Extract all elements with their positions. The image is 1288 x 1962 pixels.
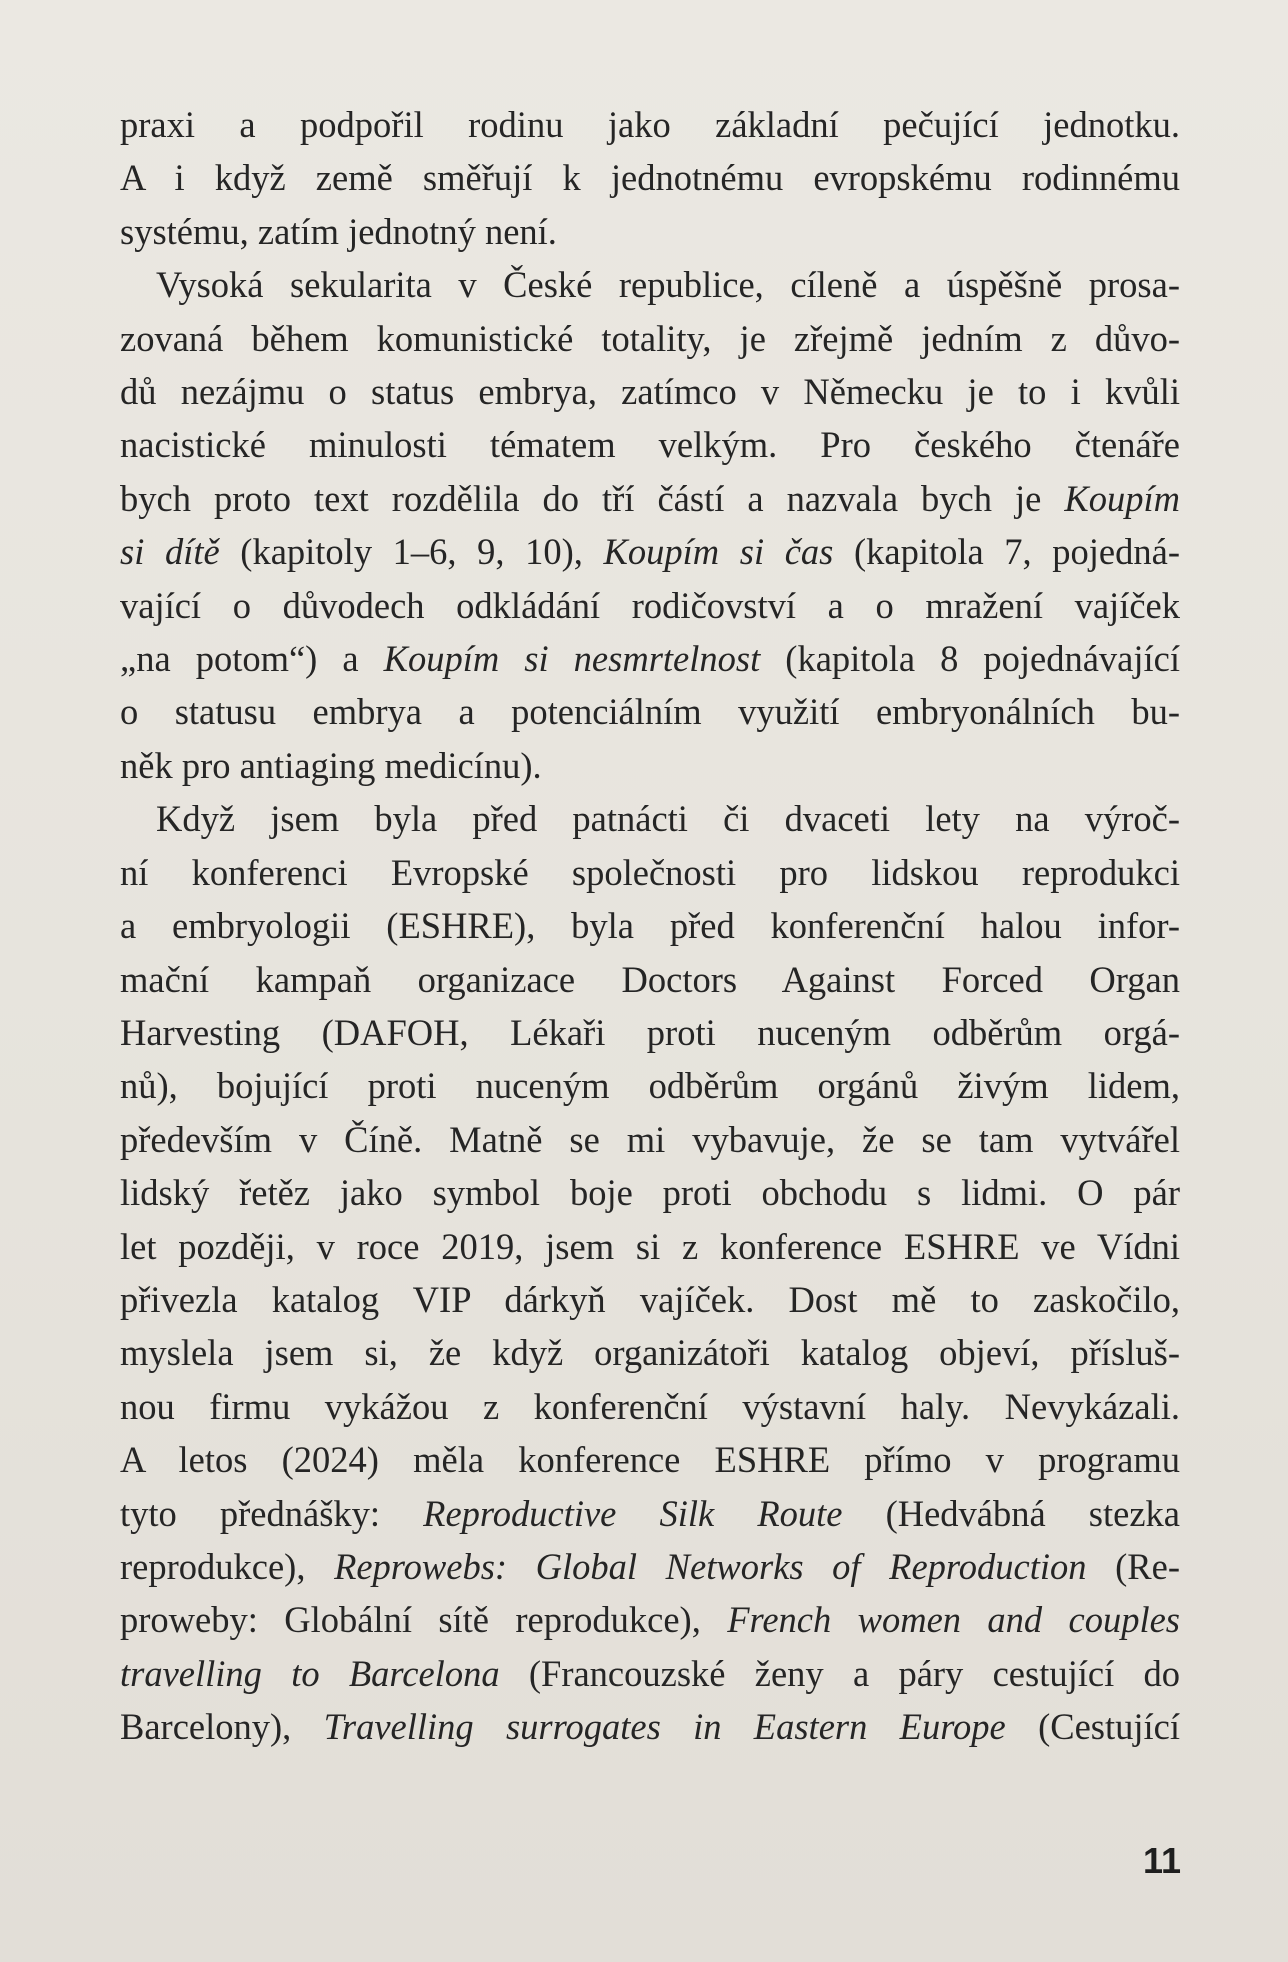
text-line (120, 1380, 1180, 1433)
text-line (120, 792, 1180, 845)
text-line (120, 579, 1180, 632)
text-line (120, 98, 1180, 151)
italic-title: Koupím si nesmrtelnost (383, 638, 761, 680)
text-line (120, 365, 1180, 418)
text-span: nacistické minulosti tématem velkým. Pro českého čtenáře (120, 424, 1180, 466)
text-line (120, 1059, 1180, 1112)
text-span: systému, zatím jednotný není. (120, 210, 557, 252)
paragraph (120, 258, 1180, 792)
text-span: především v Číně. Matně se mi vybavuje, že se tam vytvářel (120, 1118, 1180, 1160)
text-line (120, 418, 1180, 471)
paragraph (120, 98, 1180, 258)
text-line (120, 1113, 1180, 1166)
text-span: „na potom“) a (120, 638, 384, 680)
text-line (120, 1540, 1180, 1593)
body-text (120, 98, 1180, 1754)
text-line (120, 1326, 1180, 1379)
text-span: reprodukce), (120, 1545, 335, 1587)
text-span: dů nezájmu o status embrya, zatímco v Německu je to i kvůli (120, 371, 1180, 413)
text-line (120, 525, 1180, 578)
italic-title: French women and couples (727, 1599, 1181, 1641)
text-line (120, 1220, 1180, 1273)
text-line (120, 312, 1180, 365)
text-line (120, 1647, 1180, 1700)
text-line (120, 1273, 1180, 1326)
text-span: Harvesting (DAFOH, Lékaři proti nuceným odběrům orgá- (120, 1011, 1180, 1053)
text-span: tyto přednášky: (120, 1492, 424, 1534)
text-span: Vysoká sekularita v České republice, cíleně a úspěšně prosa- (156, 264, 1180, 306)
italic-title: Koupím si čas (603, 531, 834, 573)
text-line (120, 1593, 1180, 1646)
text-span: A i když země směřují k jednotnému evropskému rodinnému (120, 157, 1180, 199)
text-span: myslela jsem si, že když organizátoři katalog objeví, přísluš- (120, 1332, 1180, 1374)
text-span: (kapitola 8 pojednávající (760, 638, 1180, 680)
text-span: praxi a podpořil rodinu jako základní pečující jednotku. (120, 104, 1180, 145)
text-line (120, 632, 1180, 685)
text-line (120, 685, 1180, 738)
text-span: (kapitola 7, pojedná- (833, 531, 1180, 573)
text-span: (Hedvábná stezka (842, 1492, 1180, 1534)
text-span: o statusu embrya a potenciálním využití embryonálních bu- (120, 691, 1180, 733)
text-line (120, 846, 1180, 899)
italic-title: Koupím (1064, 477, 1180, 519)
text-span: přivezla katalog VIP dárkyň vajíček. Dost mě to zaskočilo, (120, 1278, 1180, 1320)
text-line (120, 1700, 1180, 1753)
text-span: (kapitoly 1–6, 9, 10), (219, 531, 604, 573)
text-line (120, 205, 1180, 258)
text-span: lidský řetěz jako symbol boje proti obchodu s lidmi. O pár (120, 1172, 1180, 1214)
text-line (120, 472, 1180, 525)
text-line (120, 1433, 1180, 1486)
text-line (120, 953, 1180, 1006)
text-span: proweby: Globální sítě reprodukce), (120, 1599, 728, 1641)
italic-title: Travelling surrogates in Eastern Europe (323, 1706, 1006, 1748)
page-number: 11 (1142, 1840, 1181, 1881)
text-span: mační kampaň organizace Doctors Against Forced Organ (120, 958, 1180, 1000)
text-span: a embryologii (ESHRE), byla před konferenční halou infor- (120, 905, 1180, 947)
italic-title: Reproductive Silk Route (423, 1492, 843, 1534)
text-span: ní konferenci Evropské společnosti pro lidskou reprodukci (120, 851, 1180, 893)
text-span: něk pro antiaging medicínu). (120, 744, 542, 786)
text-span: (Francouzské ženy a páry cestující do (499, 1652, 1180, 1694)
text-line (120, 1166, 1180, 1219)
text-span: (Cestující (1005, 1706, 1180, 1748)
text-line (120, 899, 1180, 952)
text-line (120, 258, 1180, 311)
text-span: A letos (2024) měla konference ESHRE přímo v programu (120, 1439, 1180, 1481)
text-line (120, 1006, 1180, 1059)
text-span: zovaná během komunistické totality, je zřejmě jedním z důvo- (120, 317, 1180, 359)
paragraph (120, 792, 1180, 1753)
italic-title: Reprowebs: Global Networks of Reproduction (334, 1545, 1087, 1587)
text-span: nou firmu vykážou z konferenční výstavní haly. Nevykázali. (120, 1385, 1180, 1427)
text-line (120, 1487, 1180, 1540)
text-span: let později, v roce 2019, jsem si z konference ESHRE ve Vídni (120, 1225, 1180, 1267)
text-span: bych proto text rozdělila do tří částí a nazvala bych je (120, 477, 1065, 519)
text-span: Barcelony), (120, 1706, 324, 1748)
text-span: nů), bojující proti nuceným odběrům orgánů živým lidem, (120, 1065, 1180, 1107)
text-line (120, 739, 1180, 792)
italic-title: travelling to Barcelona (120, 1652, 500, 1694)
text-line (120, 151, 1180, 204)
text-span: vající o důvodech odkládání rodičovství a o mražení vajíček (120, 584, 1180, 626)
text-span: (Re- (1086, 1545, 1180, 1587)
italic-title: si dítě (120, 531, 220, 573)
text-span: Když jsem byla před patnácti či dvaceti lety na výroč- (156, 798, 1180, 840)
